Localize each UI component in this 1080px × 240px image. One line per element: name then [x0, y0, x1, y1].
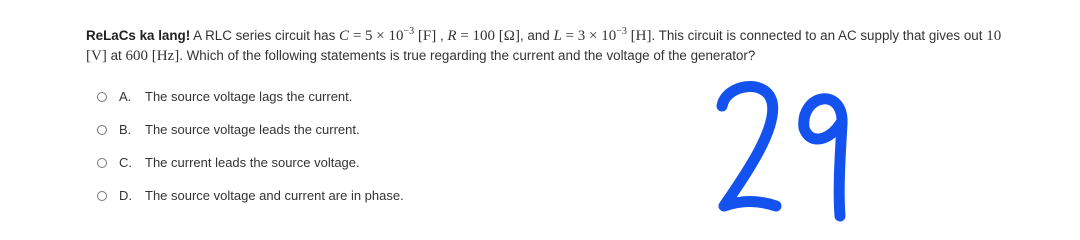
frequency-value: 600 [Hz] — [125, 48, 180, 64]
answer-options — [97, 88, 404, 220]
inductance-symbol: L — [553, 28, 562, 44]
question-text-part: A RLC series circuit has — [193, 28, 336, 43]
radio-button-icon[interactable] — [97, 191, 107, 201]
handwritten-digit-2 — [722, 87, 776, 206]
radio-button-icon[interactable] — [97, 92, 107, 102]
handwritten-digit-9 — [804, 99, 842, 216]
radio-button-icon[interactable] — [97, 125, 107, 135]
option-text: The current leads the source voltage. — [145, 155, 360, 170]
option-letter: B. — [119, 122, 132, 137]
option-letter: C. — [119, 155, 132, 170]
capacitance-value: $5 \times 10^{-3}$ [F] — [365, 26, 437, 44]
equals-sign: = — [349, 28, 366, 44]
option-text: The source voltage leads the current. — [145, 122, 360, 137]
voltage-value: 10 [V] — [86, 28, 1002, 64]
question-title: ReLaCs ka lang! — [86, 28, 191, 43]
question-text-part: at — [110, 48, 122, 63]
question-text-part: , and — [519, 28, 550, 43]
option-letter: D. — [119, 188, 132, 203]
question-text: ReLaCs ka lang! A RLC series circuit has $C = 5 \times 10^{-3}$ [F] , R = 100 [Ω], and $L = 3 \times 10^{-3}$ [H]. This circuit is connected to an AC supply that gives out 10 [V] at 600 [Hz]. Which of the following statements is true regarding the current and the voltage of the generator? — [86, 26, 1002, 64]
handwritten-annotation — [700, 66, 850, 232]
question-text-part: . This circuit is connected to an AC supply that gives out — [651, 28, 983, 43]
option-b[interactable] — [97, 121, 404, 138]
option-letter: A. — [119, 89, 132, 104]
option-text: The source voltage lags the current. — [145, 89, 353, 104]
capacitance-symbol: C — [339, 28, 350, 44]
resistance-value: 100 [Ω] — [472, 28, 520, 44]
option-text: The source voltage and current are in phase. — [145, 188, 404, 203]
question-text-part: . Which of the following statements is true regarding the current and the voltage of the generator? — [179, 48, 756, 63]
radio-button-icon[interactable] — [97, 158, 107, 168]
option-d[interactable] — [97, 187, 404, 204]
option-a[interactable] — [97, 88, 404, 105]
option-c[interactable] — [97, 154, 404, 171]
resistance-symbol: R — [447, 28, 457, 44]
inductance-value: $3 \times 10^{-3}$ [H] — [577, 26, 652, 44]
separator: , — [436, 28, 448, 43]
